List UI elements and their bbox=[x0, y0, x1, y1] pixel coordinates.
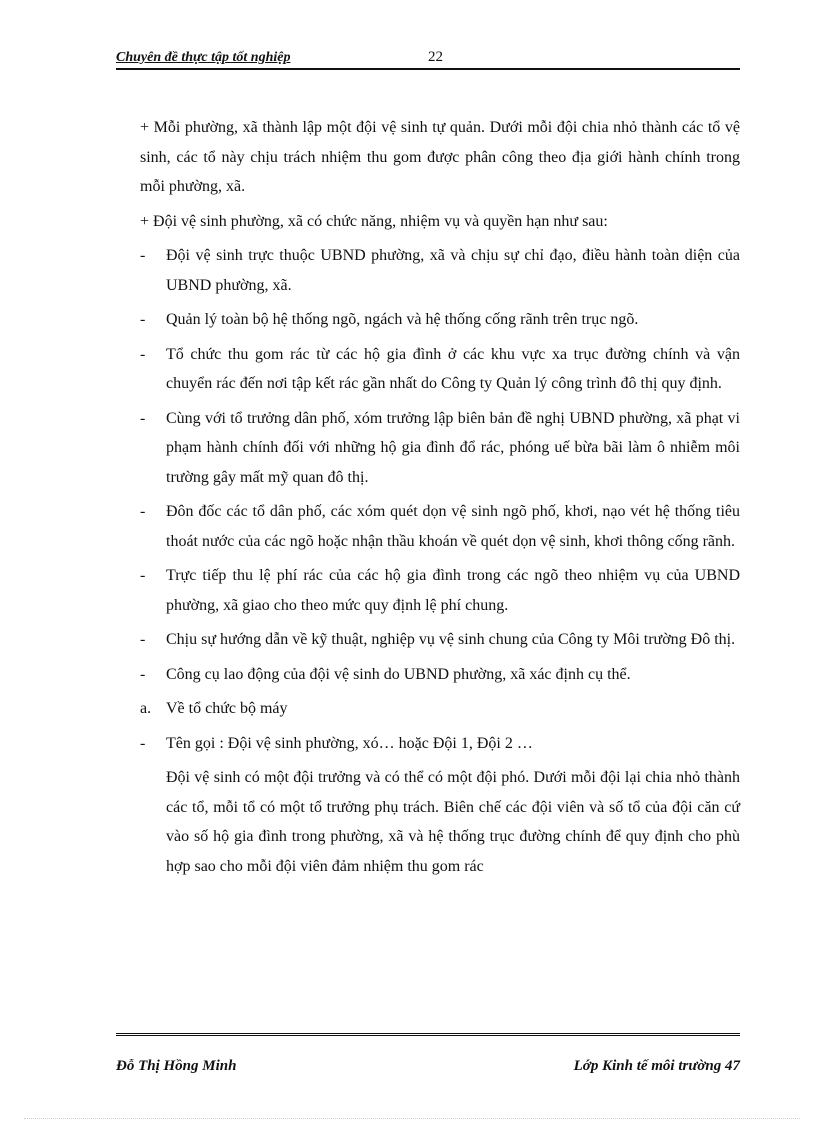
list-marker: - bbox=[140, 409, 146, 427]
list-item-text: Công cụ lao động của đội vệ sinh do UBND phường, xã xác định cụ thể. bbox=[166, 665, 631, 683]
list-item-text: Trực tiếp thu lệ phí rác của các hộ gia đình trong các ngõ theo nhiệm vụ của UBND phường, xã giao cho theo mức quy định lệ phí chung. bbox=[166, 567, 740, 614]
section-heading-a bbox=[140, 694, 740, 724]
list-marker: - bbox=[140, 345, 146, 363]
list-marker: - bbox=[140, 734, 146, 752]
list-item bbox=[140, 340, 740, 399]
page-header bbox=[116, 48, 740, 70]
list-marker: - bbox=[140, 311, 146, 328]
list-item bbox=[140, 497, 740, 556]
footer-class: Lớp Kinh tế môi trường 47 bbox=[573, 1058, 740, 1074]
list-item bbox=[140, 241, 740, 300]
list-item-text: Cùng với tổ trưởng dân phố, xóm trưởng lập biên bản đề nghị UBND phường, xã phạt vi phạm hành chính đối với những hộ gia đình đổ rác, phóng uế bừa bãi làm ô nhiễm môi trường gây mất mỹ quan đô thị. bbox=[166, 409, 740, 486]
footer-author: Đỗ Thị Hồng Minh bbox=[116, 1058, 237, 1074]
header-title: Chuyên đề thực tập tốt nghiệp bbox=[116, 50, 291, 65]
list-marker: - bbox=[140, 247, 146, 264]
paragraph-functions: + Đội vệ sinh phường, xã có chức năng, nhiệm vụ và quyền hạn như sau: bbox=[140, 212, 608, 230]
section-heading-text: Về tổ chức bộ máy bbox=[166, 700, 288, 717]
page-number: 22 bbox=[428, 49, 443, 65]
list-item bbox=[140, 660, 740, 690]
list-item-text: Quản lý toàn bộ hệ thống ngõ, ngách và hệ thống cống rãnh trên trục ngõ. bbox=[166, 311, 639, 328]
list-item-name bbox=[140, 729, 740, 759]
list-item-text: Đôn đốc các tổ dân phố, các xóm quét dọn vệ sinh ngõ phố, khơi, nạo vét hệ thống tiêu thoát nước của các ngõ hoặc nhận thầu khoán về quét dọn vệ sinh, khơi thông cống rãnh. bbox=[166, 503, 740, 550]
list-item bbox=[140, 625, 740, 655]
list-marker: - bbox=[140, 567, 146, 584]
page-edge-divider bbox=[24, 1118, 800, 1119]
document-body bbox=[140, 113, 740, 881]
list-marker: - bbox=[140, 665, 146, 683]
list-item bbox=[140, 561, 740, 620]
page-footer bbox=[116, 1033, 740, 1074]
list-marker: - bbox=[140, 631, 146, 648]
list-item-text: Tên gọi : Đội vệ sinh phường, xó… hoặc Đội 1, Đội 2 … bbox=[166, 734, 533, 752]
list-item-text: Chịu sự hướng dẫn về kỹ thuật, nghiệp vụ vệ sinh chung của Công ty Môi trường Đô thị. bbox=[166, 631, 736, 648]
list-marker: - bbox=[140, 503, 146, 520]
list-item bbox=[140, 305, 740, 335]
list-item bbox=[140, 404, 740, 493]
paragraph-organization: Đội vệ sinh có một đội trưởng và có thể có một đội phó. Dưới mỗi đội lại chia nhỏ thành các tổ, mỗi tổ có một tổ trưởng phụ trách. Biên chế các đội viên và số tổ của đội căn cứ vào số hộ gia đình trong phường, xã và hệ thống trục đường chính để quy định cho phù hợp sao cho mỗi đội viên đảm nhiệm thu gom rác bbox=[166, 769, 740, 875]
paragraph-intro: + Mỗi phường, xã thành lập một đội vệ sinh tự quản. Dưới mỗi đội chia nhỏ thành các tổ vệ sinh, các tổ này chịu trách nhiệm thu gom được phân công theo địa giới hành chính trong mỗi phường, xã. bbox=[140, 119, 740, 195]
list-item-text: Tổ chức thu gom rác từ các hộ gia đình ở các khu vực xa trục đường chính và vận chuyển rác đến nơi tập kết rác gần nhất do Công ty Quản lý công trình đô thị quy định. bbox=[166, 345, 740, 392]
list-item-text: Đội vệ sinh trực thuộc UBND phường, xã và chịu sự chỉ đạo, điều hành toàn diện của UBND phường, xã. bbox=[166, 247, 740, 294]
section-marker: a. bbox=[140, 700, 152, 717]
